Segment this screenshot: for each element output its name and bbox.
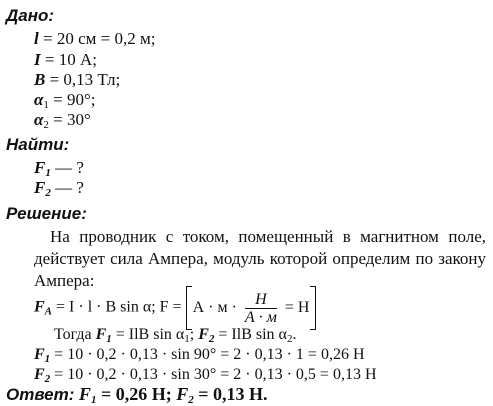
unit-expression: А · м ·	[192, 299, 241, 316]
fraction-numerator: Н	[245, 291, 277, 309]
given-symbol: α	[34, 110, 44, 129]
ampere-law-expression: = I · l · B sin α; F =	[52, 298, 186, 316]
answer-f1-symbol: F	[78, 384, 91, 404]
given-subscript: 1	[43, 99, 49, 111]
answer-f1-value: = 0,26 Н;	[96, 384, 177, 404]
given-value: = 0,13 Тл;	[45, 70, 121, 89]
given-item-current	[34, 50, 97, 70]
find-item-f2	[34, 178, 84, 198]
unit-result: = Н	[280, 299, 310, 316]
given-value: = 90°;	[48, 90, 96, 109]
find-symbol: F	[34, 178, 46, 197]
alpha2-subscript: 2	[286, 333, 293, 345]
f1-expression: = IlB sin α	[111, 326, 185, 343]
f2-symbol: F	[34, 366, 45, 383]
answer-f2-symbol: F	[176, 384, 189, 404]
find-item-f1	[34, 158, 84, 178]
given-symbol: I	[34, 50, 41, 69]
force-symbol: F	[34, 298, 45, 316]
given-value: = 10 А;	[40, 50, 97, 69]
given-symbol: B	[34, 70, 46, 89]
calculation-f1	[34, 345, 365, 365]
answer-f2-value: = 0,13 Н.	[193, 384, 268, 404]
given-symbol: l	[34, 29, 39, 48]
f1-subscript: 1	[44, 353, 51, 365]
given-item-length	[34, 29, 155, 49]
then-formula	[54, 325, 296, 345]
force-subscript: A	[44, 305, 53, 318]
f1-subscript: 1	[106, 333, 112, 345]
ampere-law-formula	[34, 286, 316, 326]
f2-calculation: = 10 · 0,2 · 0,13 · sin 30° = 2 · 0,13 · 0,5 = 0,13 Н	[50, 366, 377, 383]
answer-f1-subscript: 1	[90, 394, 97, 406]
given-symbol: α	[34, 90, 44, 109]
unit-fraction	[245, 291, 277, 326]
given-item-angle-1	[34, 90, 96, 110]
calculation-f2	[34, 365, 377, 385]
find-heading: Найти:	[6, 135, 70, 154]
given-value: = 30°	[48, 110, 91, 129]
f2-symbol: F	[198, 326, 209, 343]
period: .	[292, 326, 297, 343]
find-subscript: 2	[45, 187, 51, 199]
fraction-denominator: А · м	[244, 308, 277, 326]
f2-subscript: 2	[44, 373, 51, 385]
find-subscript: 1	[45, 167, 51, 179]
given-heading: Дано:	[6, 6, 55, 25]
find-symbol: F	[34, 158, 46, 177]
answer-label: Ответ:	[6, 385, 75, 404]
find-question: — ?	[50, 178, 84, 197]
f1-calculation: = 10 · 0,2 · 0,13 · sin 90° = 2 · 0,13 · 1 = 0,26 Н	[50, 346, 365, 363]
unit-bracket	[186, 286, 317, 330]
given-item-angle-2	[34, 110, 91, 130]
given-value: = 20 см = 0,2 м;	[38, 29, 156, 48]
given-item-induction	[34, 70, 120, 90]
answer-f2-subscript: 2	[188, 394, 194, 406]
then-word: Тогда	[54, 326, 96, 343]
find-question: — ?	[50, 158, 84, 177]
f1-symbol: F	[34, 346, 45, 363]
answer-line	[6, 384, 267, 405]
separator: ;	[189, 326, 199, 343]
given-subscript: 2	[43, 119, 49, 131]
solution-paragraph: На проводник с током, помещенный в магнитном поле, действует сила Ампера, модуль которой определим по закону Ампера:	[34, 227, 486, 290]
solution-heading: Решение:	[6, 204, 87, 223]
f2-expression: = IlB sin α	[214, 326, 287, 343]
f1-symbol: F	[95, 326, 107, 343]
f2-subscript: 2	[208, 333, 215, 345]
alpha1-subscript: 1	[184, 333, 190, 345]
